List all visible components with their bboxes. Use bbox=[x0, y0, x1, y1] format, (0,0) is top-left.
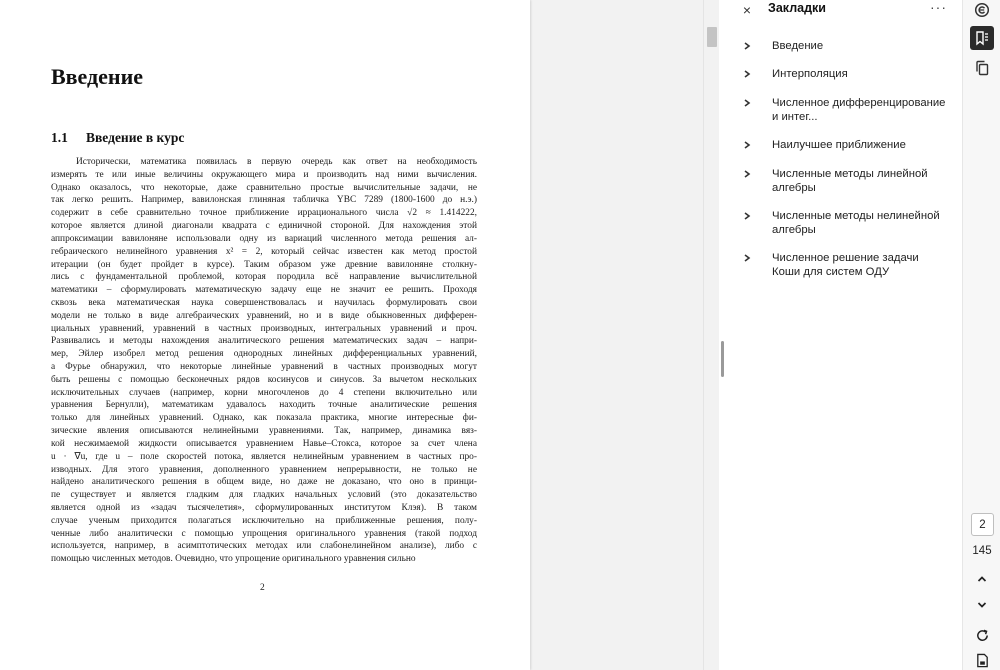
bookmarks-header bbox=[726, 0, 962, 20]
paragraph-line: только для линейных уравнений. Однако, как показала практика, многие интересные фи- bbox=[51, 413, 477, 424]
save-page-button[interactable] bbox=[970, 648, 994, 670]
copilot-icon bbox=[974, 2, 990, 18]
body-paragraph bbox=[51, 156, 477, 566]
scrollbar-thumb[interactable] bbox=[707, 27, 717, 47]
paragraph-line: ченные либо аналитически с помощью упрощения оригинального уравнения (такой подход bbox=[51, 528, 477, 539]
paragraph-line: кой несжимаемой жидкости описывается уравнением Навье–Стокса, которое за счет члена bbox=[51, 438, 477, 449]
bookmark-label: Численное решение задачи Коши для систем ОДУ bbox=[772, 252, 919, 278]
bookmarks-panel bbox=[726, 0, 962, 670]
refresh-icon bbox=[975, 628, 990, 643]
right-toolbar bbox=[962, 0, 1000, 670]
chevron-right-icon[interactable] bbox=[743, 170, 751, 178]
next-page-button[interactable] bbox=[970, 593, 994, 617]
paragraph-line: циальных уравнений, уравнений в частных производных, интегральных уравнений и проч. bbox=[51, 323, 477, 334]
bookmarks-title: Закладки bbox=[768, 1, 826, 15]
paragraph-line: аппроксимации вавилоняне использовали одну из вариаций численного метода решения ал- bbox=[51, 233, 477, 244]
chevron-right-icon[interactable] bbox=[743, 70, 751, 78]
paragraph-line: так легко решить. Например, вавилонская глиняная табличка YBC 7289 (1800-1600 до н.э.) bbox=[51, 195, 477, 206]
paragraph-line: измерять те или иные величины окружающего мира и производить над ними вычисления. bbox=[51, 169, 477, 180]
paragraph-line: Развивались и методы нахождения аналитического решения математических задач – напри- bbox=[51, 336, 477, 347]
save-page-icon bbox=[975, 653, 990, 668]
page-number-input[interactable] bbox=[971, 513, 994, 536]
paragraph-line: помощью численных методов. Очевидно, что упрощение оригинального уравнения сильно bbox=[51, 554, 416, 565]
paragraph-line: сквозь века математическая наука совершенствовалась и научилась формулировать свои bbox=[51, 297, 477, 308]
paragraph-line: модели не только в виде алгебраических уравнений, но и в виде обыкновенных дифферен- bbox=[51, 310, 477, 321]
paragraph-line: итерации (он будет пройдет в курсе). Таким образом уже древние вавилоняне столкну- bbox=[51, 259, 477, 270]
paragraph-line: используется, например, в асимптотических методах или слабонелинейном анализе), либо с bbox=[51, 541, 477, 552]
paragraph-line: Однако оказалось, что некоторые, даже сравнительно простые вычислительные задачи, не bbox=[51, 182, 477, 193]
paragraph-line: мер, Эйлер изобрел метод решения однородных линейных дифференциальных уравнений, bbox=[51, 349, 477, 360]
chevron-right-icon[interactable] bbox=[743, 141, 751, 149]
panel-splitter-handle[interactable] bbox=[721, 341, 724, 377]
vertical-scrollbar[interactable] bbox=[703, 0, 719, 670]
chevron-right-icon[interactable] bbox=[743, 42, 751, 50]
chevron-right-icon[interactable] bbox=[743, 99, 751, 107]
paragraph-line: Исторически, математика появилась в первую очередь как ответ на необходимость bbox=[76, 157, 477, 167]
chevron-right-icon[interactable] bbox=[743, 254, 751, 262]
paragraph-line: которое является длиной диагонали квадрата с единичной стороной. Для нахождения этой bbox=[51, 221, 477, 232]
chevron-down-icon bbox=[976, 599, 988, 611]
total-pages: 145 bbox=[972, 545, 992, 557]
paragraph-line: содержит в себе сравнительно точное приближение иррационального числа √2 ≈ 1.414222, bbox=[51, 208, 477, 219]
bookmark-label: Численные методы линейной алгебры bbox=[772, 168, 928, 194]
paragraph-line: найдено аналитического решения в общем виде, но даже не доказано, что оно в принци- bbox=[51, 477, 477, 488]
copy-button[interactable] bbox=[970, 56, 994, 80]
bookmark-label: Численные методы нелинейной алгебры bbox=[772, 210, 940, 236]
paragraph-line: быть решены с помощью бесконечных рядов косинусов и синусов. За вычетом нескольких bbox=[51, 374, 477, 385]
paragraph-line: u · ∇u, где u – поле скоростей потока, является нелинейным уравнением в частных про- bbox=[51, 451, 477, 462]
close-icon[interactable]: × bbox=[742, 2, 752, 18]
copy-icon bbox=[974, 60, 990, 76]
previous-page-button[interactable] bbox=[970, 567, 994, 591]
refresh-button[interactable] bbox=[970, 623, 994, 647]
paragraph-line: лись с фундаментальной проблемой, которая породила всё направление вычислительной bbox=[51, 272, 477, 283]
section-number: 1.1 bbox=[51, 130, 68, 145]
paragraph-line: исключительных случаев (например, корни многочленов до 4 степени включительно или bbox=[51, 387, 477, 398]
paragraph-line: а Фурье обнаружил, что некоторые линейные уравнений в частных производных могут bbox=[51, 362, 477, 372]
chevron-up-icon bbox=[976, 573, 988, 585]
paragraph-line: является одной из «задач тысячелетия», сформулированных институтом Клэя). В таком bbox=[51, 502, 477, 513]
paragraph-line: уравнения Бернулли), математикам удавалось находить точные аналитические решения bbox=[51, 400, 477, 411]
chapter-title: Введение bbox=[51, 64, 144, 89]
paragraph-line: пе существует и является гладким для гладких начальных условий (это доказательство bbox=[51, 490, 477, 501]
page-footer-number: 2 bbox=[260, 583, 265, 593]
more-options-icon[interactable]: ··· bbox=[930, 0, 947, 15]
paragraph-line: гебраического нелинейного уравнения x² = 2, который сейчас известен как метод простой bbox=[51, 246, 477, 257]
section-title bbox=[51, 130, 184, 146]
bookmark-label: Введение bbox=[772, 40, 824, 52]
bookmarks-toggle-button[interactable] bbox=[970, 26, 994, 50]
chevron-right-icon[interactable] bbox=[743, 212, 751, 220]
bookmark-label: Наилучшее приближение bbox=[772, 139, 906, 151]
bookmarks-icon bbox=[974, 30, 990, 46]
paragraph-line: зические явления описываются нелинейными уравнениями. Так, например, динамика вяз- bbox=[51, 426, 477, 437]
section-title-text: Введение в курс bbox=[86, 130, 185, 145]
bookmark-label: Численное дифференцирование и интег... bbox=[772, 97, 946, 123]
copilot-button[interactable] bbox=[970, 0, 994, 22]
paragraph-line: изводных. Для этого уравнения, дополненного уравнением непрерывности, не только не bbox=[51, 464, 477, 475]
paragraph-line: случае ученым приходится полагаться исключительно на приближенные решения, полу- bbox=[51, 515, 477, 526]
paragraph-line: математики – сформулировать математическую задачу еще не значит ее решить. Проходя bbox=[51, 285, 477, 296]
bookmark-label: Интерполяция bbox=[772, 68, 848, 80]
